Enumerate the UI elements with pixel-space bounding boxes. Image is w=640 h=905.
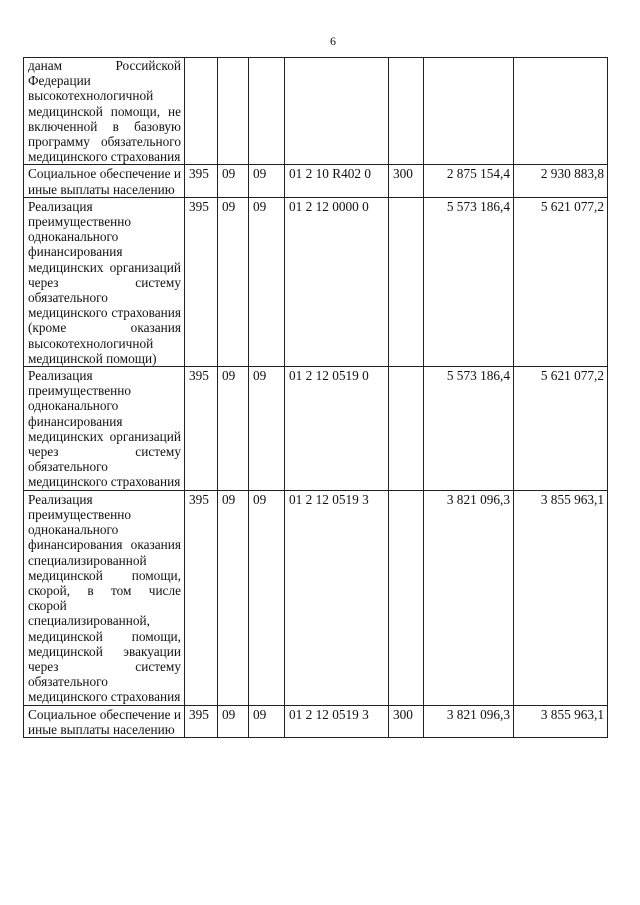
ministry-code: 395 bbox=[185, 165, 218, 197]
section-code: 09 bbox=[218, 367, 249, 491]
budget-table bbox=[23, 57, 608, 738]
amount-second-year: 3 855 963,1 bbox=[514, 705, 608, 737]
target-article-code: 01 2 10 R402 0 bbox=[285, 165, 389, 197]
table-body bbox=[24, 58, 608, 738]
expense-type-code bbox=[389, 197, 424, 366]
amount-first-year bbox=[424, 58, 514, 165]
amount-first-year: 5 573 186,4 bbox=[424, 197, 514, 366]
amount-first-year: 3 821 096,3 bbox=[424, 490, 514, 705]
target-article-code: 01 2 12 0519 0 bbox=[285, 367, 389, 491]
row-description: данам Российской Федерации высокотехнологичной медицинской помощи, не включенной в базовую программу обязательного медицинского страхования bbox=[24, 58, 185, 165]
section-code bbox=[218, 58, 249, 165]
ministry-code: 395 bbox=[185, 705, 218, 737]
ministry-code: 395 bbox=[185, 490, 218, 705]
row-description: Реализация преимущественно одноканального финансирования оказания специализированной медицинской помощи, скорой, в том числе скорой специализированной, медицинской помощи, медицинской эвакуации через систему обязательного медицинского страхования bbox=[24, 490, 185, 705]
target-article-code: 01 2 12 0000 0 bbox=[285, 197, 389, 366]
amount-first-year: 5 573 186,4 bbox=[424, 367, 514, 491]
table-row bbox=[24, 490, 608, 705]
amount-second-year: 5 621 077,2 bbox=[514, 367, 608, 491]
amount-second-year: 2 930 883,8 bbox=[514, 165, 608, 197]
section-code: 09 bbox=[218, 490, 249, 705]
row-description: Социальное обеспечение и иные выплаты населению bbox=[24, 705, 185, 737]
subsection-code bbox=[249, 58, 285, 165]
subsection-code: 09 bbox=[249, 705, 285, 737]
subsection-code: 09 bbox=[249, 367, 285, 491]
row-description: Социальное обеспечение и иные выплаты населению bbox=[24, 165, 185, 197]
subsection-code: 09 bbox=[249, 490, 285, 705]
table-row bbox=[24, 197, 608, 366]
table-row bbox=[24, 58, 608, 165]
ministry-code: 395 bbox=[185, 367, 218, 491]
row-description: Реализация преимущественно одноканального финансирования медицинских организаций через систему обязательного медицинского страхования bbox=[24, 367, 185, 491]
section-code: 09 bbox=[218, 705, 249, 737]
page-number: 6 bbox=[330, 34, 336, 48]
table-row bbox=[24, 705, 608, 737]
ministry-code: 395 bbox=[185, 197, 218, 366]
row-description: Реализация преимущественно одноканального финансирования медицинских организаций через систему обязательного медицинского страхования (кроме оказания высокотехнологичной медицинской помощи) bbox=[24, 197, 185, 366]
subsection-code: 09 bbox=[249, 197, 285, 366]
expense-type-code bbox=[389, 490, 424, 705]
expense-type-code: 300 bbox=[389, 705, 424, 737]
amount-second-year: 3 855 963,1 bbox=[514, 490, 608, 705]
ministry-code bbox=[185, 58, 218, 165]
amount-second-year: 5 621 077,2 bbox=[514, 197, 608, 366]
subsection-code: 09 bbox=[249, 165, 285, 197]
target-article-code bbox=[285, 58, 389, 165]
amount-second-year bbox=[514, 58, 608, 165]
target-article-code: 01 2 12 0519 3 bbox=[285, 490, 389, 705]
amount-first-year: 3 821 096,3 bbox=[424, 705, 514, 737]
table-row bbox=[24, 367, 608, 491]
table-row bbox=[24, 165, 608, 197]
section-code: 09 bbox=[218, 165, 249, 197]
expense-type-code bbox=[389, 367, 424, 491]
amount-first-year: 2 875 154,4 bbox=[424, 165, 514, 197]
section-code: 09 bbox=[218, 197, 249, 366]
expense-type-code bbox=[389, 58, 424, 165]
target-article-code: 01 2 12 0519 3 bbox=[285, 705, 389, 737]
expense-type-code: 300 bbox=[389, 165, 424, 197]
